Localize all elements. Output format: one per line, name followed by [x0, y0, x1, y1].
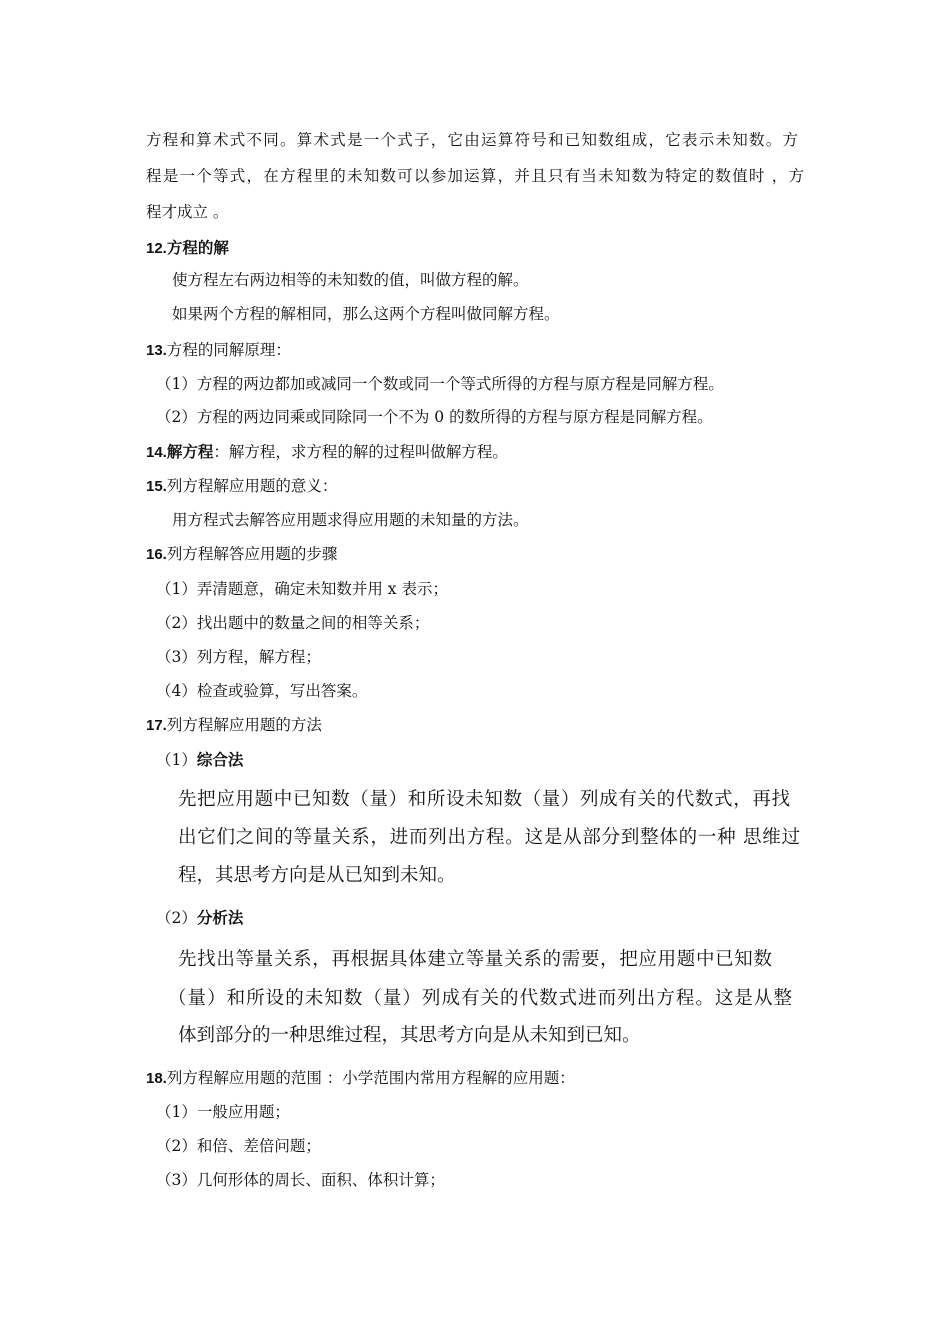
section-16-item-3: （3）列方程，解方程； — [156, 648, 321, 666]
method-2-line-2: （量）和所设的未知数（量）列成有关的代数式进而列出方程。这是从整 — [168, 988, 792, 1009]
method-2-line-1: 先找出等量关系，再根据具体建立等量关系的需要，把应用题中已知数 — [178, 949, 772, 970]
section-12-line-1: 使方程左右两边相等的未知数的值，叫做方程的解。 — [172, 271, 529, 289]
method-1-heading: （1）综合法 — [156, 751, 244, 769]
section-16-item-1: （1）弄清题意，确定未知数并用 x 表示； — [156, 580, 448, 598]
method-1-line-3: 程，其思考方向是从已知到未知。 — [178, 865, 456, 886]
section-14-heading: 14.解方程：解方程，求方程的解的过程叫做解方程。 — [146, 443, 508, 461]
method-1-line-2: 出它们之间的等量关系，进而列出方程。这是从部分到整体的一种 思维过 — [178, 827, 800, 848]
section-16-item-2: （2）找出题中的数量之间的相等关系； — [156, 614, 430, 632]
intro-line-1: 方程和算术式不同。算术式是一个式子，它由运算符号和已知数组成，它表示未知数。方 — [146, 131, 798, 149]
section-12-heading: 12.方程的解 — [146, 239, 229, 257]
section-18-heading: 18.列方程解应用题的范围 ：小学范围内常用方程解的应用题： — [146, 1069, 575, 1087]
section-15-heading: 15.列方程解应用题的意义： — [146, 477, 338, 495]
section-16-heading: 16.列方程解答应用题的步骤 — [146, 545, 338, 563]
section-16-item-4: （4）检查或验算，写出答案。 — [156, 682, 368, 700]
section-13-item-2: （2）方程的两边同乘或同除同一个不为 0 的数所得的方程与原方程是同解方程。 — [156, 408, 713, 426]
section-18-item-3: （3）几何形体的周长、面积、体积计算； — [156, 1171, 445, 1189]
section-18-item-1: （1）一般应用题； — [156, 1103, 290, 1121]
section-15-text: 用方程式去解答应用题求得应用题的未知量的方法。 — [172, 511, 529, 529]
section-17-heading: 17.列方程解应用题的方法 — [146, 716, 322, 734]
intro-line-2: 程是一个等式，在方程里的未知数可以参加运算，并且只有当未知数为特定的数值时 ，方 — [146, 167, 804, 185]
method-1-line-1: 先把应用题中已知数（量）和所设未知数（量）列成有关的代数式，再找 — [178, 789, 790, 810]
section-13-heading: 13.方程的同解原理： — [146, 341, 291, 359]
intro-line-3: 程才成立 。 — [146, 203, 229, 221]
section-18-item-2: （2）和倍、差倍问题； — [156, 1137, 321, 1155]
section-13-item-1: （1）方程的两边都加或减同一个数或同一个等式所得的方程与原方程是同解方程。 — [156, 375, 724, 393]
section-12-line-2: 如果两个方程的解相同，那么这两个方程叫做同解方程。 — [172, 305, 560, 323]
method-2-heading: （2）分析法 — [156, 909, 244, 927]
method-2-line-3: 体到部分的一种思维过程，其思考方向是从未知到已知。 — [178, 1025, 641, 1046]
